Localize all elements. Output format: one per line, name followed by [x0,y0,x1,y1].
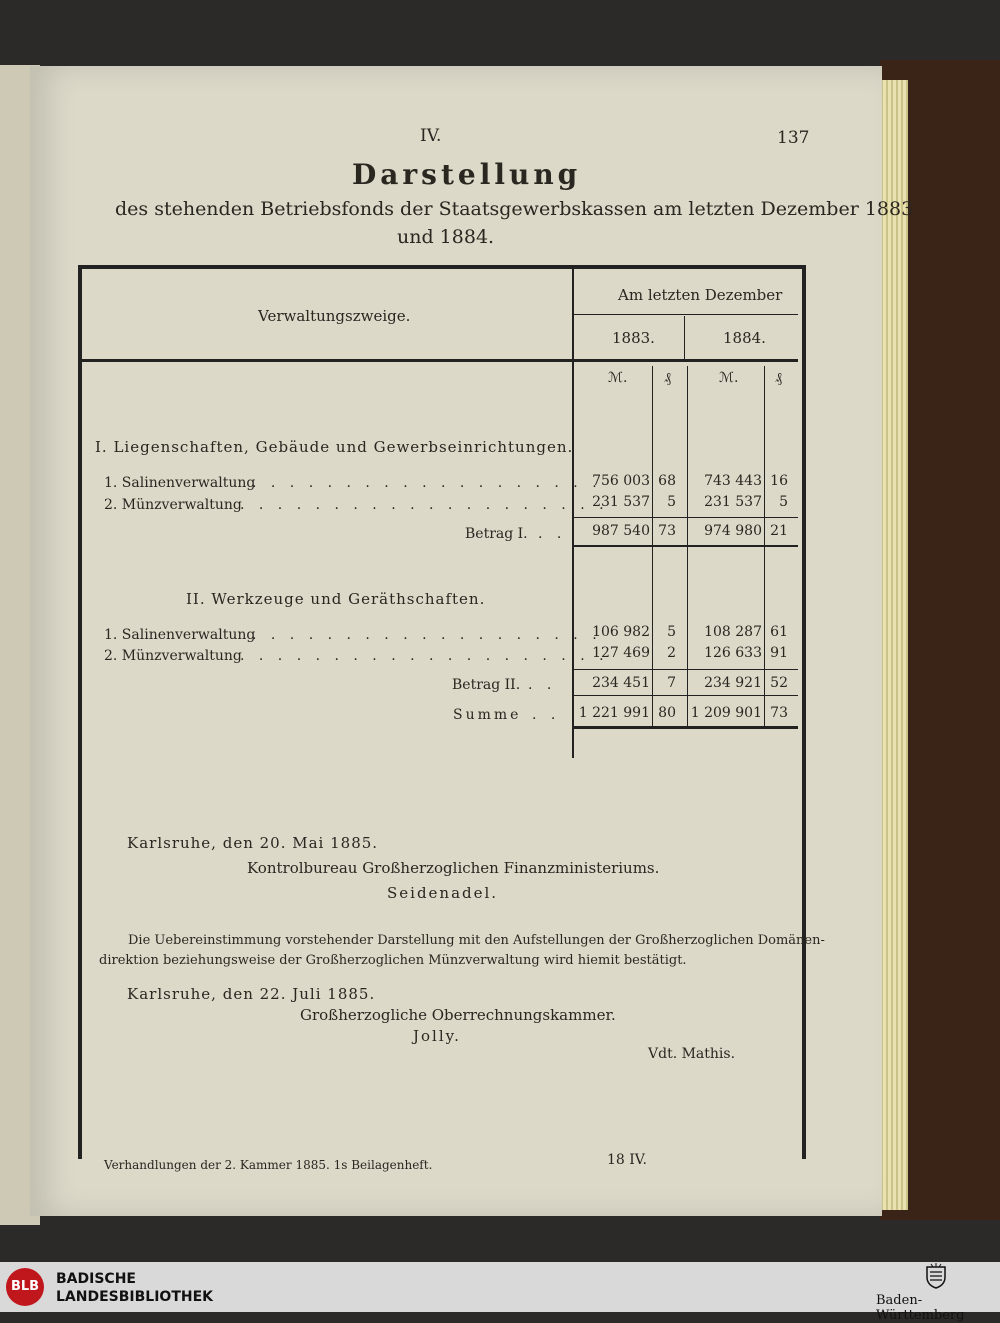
column-header-1884: 1884. [723,329,766,347]
value-mark-1883: 987 540 [592,523,650,539]
subtotal-line-2-bottom [573,695,798,696]
col-divider-years [684,316,685,362]
row-label: 2. Münzverwaltung [104,497,242,513]
library-name-line-2: LANDESBIBLIOTHEK [56,1289,214,1305]
row-label: Betrag II. [452,677,521,693]
total-line [573,726,798,729]
page-number: 137 [777,128,810,148]
value-pf-1884: 21 [770,523,788,539]
place-date-1: Karlsruhe, den 20. Mai 1885. [127,834,379,852]
subtotal-line-1-top [573,517,798,518]
col-divider-pf2 [764,366,765,728]
value-pf-1883: 80 [658,705,676,721]
place-date-2: Karlsruhe, den 22. Juli 1885. [127,985,376,1003]
row-label: 1. Salinenverwaltung [104,627,256,643]
leader-dots: . . . . . . . . . . . . . . . . . . . [252,627,602,643]
section-heading-2: II. Werkzeuge und Geräthschaften. [186,590,486,608]
unit-mark-1884: ℳ. [719,370,739,386]
value-mark-1883: 1 221 991 [578,705,650,721]
value-mark-1883: 234 451 [592,675,650,691]
col-divider-pf1 [652,366,653,728]
value-mark-1884: 231 537 [704,494,762,510]
blb-logo[interactable]: BLB [6,1268,44,1306]
page-title: Darstellung [352,158,582,191]
section-roman-numeral: IV. [420,126,442,146]
footer-sheet-number: 18 IV. [607,1152,647,1168]
value-mark-1884: 743 443 [704,473,762,489]
unit-pf-1884: ₰ [775,370,782,386]
library-name-line-1: BADISCHE [56,1271,136,1287]
row-label: 2. Münzverwaltung [104,648,242,664]
value-mark-1883: 127 469 [592,645,650,661]
subtotal-line-1-bottom [573,545,798,547]
issuing-chamber: Großherzogliche Oberrechnungskammer. [300,1006,616,1024]
library-name[interactable] [56,1270,213,1306]
value-pf-1883: 5 [667,494,676,510]
col-divider-main [572,268,574,758]
year-divider [573,314,798,315]
unit-mark-1883: ℳ. [608,370,628,386]
value-mark-1884: 126 633 [704,645,762,661]
region-name: Baden-Württemberg [876,1293,965,1323]
coat-of-arms-icon [925,1263,947,1289]
value-mark-1884: 108 287 [704,624,762,640]
row-label: Summe [453,707,522,723]
value-pf-1883: 73 [658,523,676,539]
value-mark-1883: 756 003 [592,473,650,489]
issuing-bureau: Kontrolbureau Großherzoglichen Finanzministeriums. [247,859,660,877]
value-pf-1883: 5 [667,624,676,640]
value-pf-1884: 91 [770,645,788,661]
value-mark-1883: 106 982 [592,624,650,640]
leader-dots: . . . . . . . . . . . . . . . . . . . . [240,648,609,664]
subtitle-line-2: und 1884. [397,226,495,248]
subtitle-line-1: des stehenden Betriebsfonds der Staatsgewerbskassen am letzten Dezember 1883 [115,198,914,220]
value-pf-1884: 73 [770,705,788,721]
value-pf-1883: 68 [658,473,676,489]
value-pf-1884: 5 [779,494,788,510]
header-divider [82,359,798,362]
leader-dots: . . [528,677,557,693]
confirmation-line-2: direktion beziehungsweise der Großherzoglichen Münzverwaltung wird hiemit bestätigt. [99,953,687,968]
row-label: 1. Salinenverwaltung [104,475,256,491]
leader-dots: . . . . . . . . . . . . . . . . . . . [252,475,602,491]
value-mark-1884: 234 921 [704,675,762,691]
confirmation-line-1: Die Uebereinstimmung vorstehender Darstellung mit den Aufstellungen der Großherzoglichen Domänen- [128,933,825,948]
row-label: Betrag I. [465,526,528,542]
column-header-1883: 1883. [612,329,655,347]
leader-dots: . . [532,707,561,723]
value-pf-1883: 2 [667,645,676,661]
section-heading-1: I. Liegenschaften, Gebäude und Gewerbseinrichtungen. [95,438,574,456]
footer-source: Verhandlungen der 2. Kammer 1885. 1s Beilagenheft. [104,1158,433,1172]
value-pf-1884: 52 [770,675,788,691]
value-pf-1884: 61 [770,624,788,640]
signature-name-1: Seidenadel. [387,884,499,902]
value-mark-1883: 231 537 [592,494,650,510]
value-pf-1884: 16 [770,473,788,489]
signature-name-2: Jolly. [413,1027,461,1045]
column-header-date: Am letzten Dezember [618,286,783,304]
leader-dots: . . [538,526,567,542]
column-header-branch: Verwaltungszweige. [258,307,411,325]
value-pf-1883: 7 [667,675,676,691]
col-divider-m2 [687,366,688,728]
unit-pf-1883: ₰ [664,370,671,386]
attestation-vdt: Vdt. Mathis. [648,1046,736,1062]
subtotal-line-2-top [573,669,798,670]
value-mark-1884: 1 209 901 [690,705,762,721]
value-mark-1884: 974 980 [704,523,762,539]
leader-dots: . . . . . . . . . . . . . . . . . . . . [240,497,609,513]
